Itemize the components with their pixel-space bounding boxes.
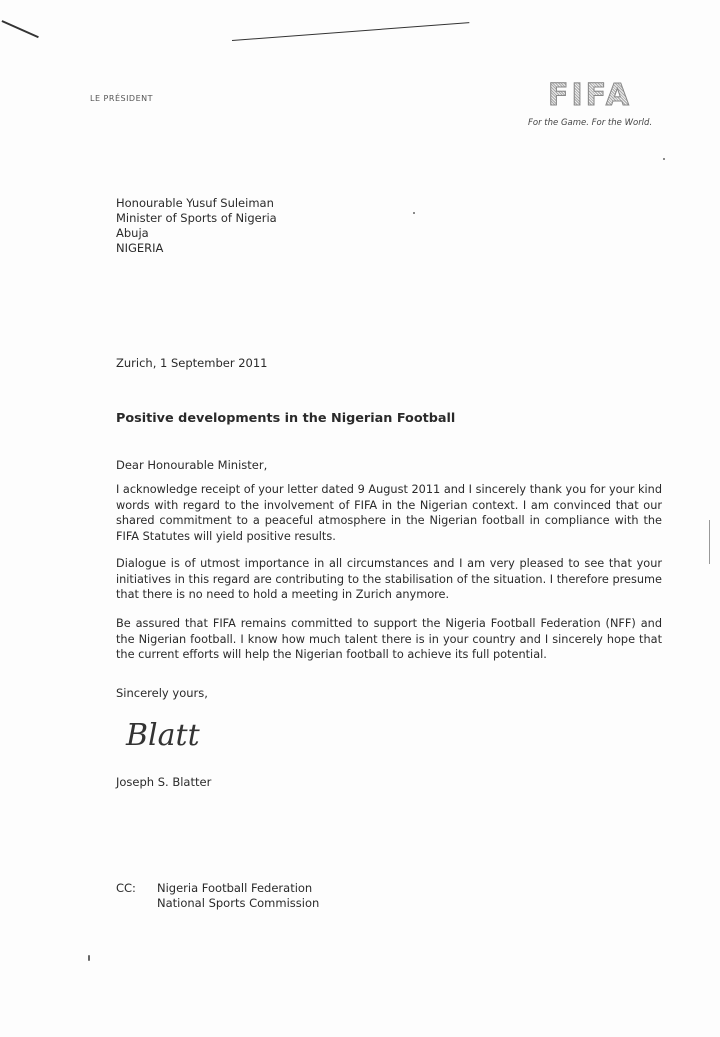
salutation: Dear Honourable Minister, <box>116 458 268 472</box>
letter-subject: Positive developments in the Nigerian Football <box>116 411 456 426</box>
cc-recipient: National Sports Commission <box>157 896 320 910</box>
body-paragraph-2: Dialogue is of utmost importance in all circumstances and I am very pleased to see that your initiatives in this regard are contributing to the stabilisation of the situation. I therefore presume that there is no need to hold a meeting in Zurich anymore. <box>116 557 662 601</box>
recipient-name: Honourable Yusuf Suleiman <box>116 196 274 210</box>
cc-recipient: Nigeria Football Federation <box>157 881 313 895</box>
handwritten-signature: Blatt <box>126 718 200 753</box>
cc-recipients <box>157 881 319 911</box>
closing: Sincerely yours, <box>116 686 208 700</box>
body-paragraph-3: Be assured that FIFA remains committed to support the Nigeria Football Federation (NFF) and the Nigerian football. I know how much talent there is in your country and I sincerely hope that the current efforts will help the Nigerian football to achieve its full potential. <box>116 617 662 661</box>
recipient-address <box>116 196 277 256</box>
president-office-label: LE PRÉSIDENT <box>90 94 154 103</box>
cc-label: CC: <box>116 881 136 895</box>
recipient-title: Minister of Sports of Nigeria <box>116 211 277 225</box>
recipient-country: NIGERIA <box>116 241 164 255</box>
scan-mark-top-left <box>2 20 39 38</box>
fifa-logo: FIFA <box>548 78 632 113</box>
recipient-city: Abuja <box>116 226 149 240</box>
body-paragraph-1: I acknowledge receipt of your letter dated 9 August 2011 and I sincerely thank you for your kind words with regard to the involvement of FIFA in the Nigerian context. I am convinced that our shared commitment to a peaceful atmosphere in the Nigerian football in compliance with the FIFA Statutes will yield positive results. <box>116 483 662 543</box>
letter-date: Zurich, 1 September 2011 <box>116 356 268 370</box>
signer-name: Joseph S. Blatter <box>116 775 212 789</box>
fifa-tagline: For the Game. For the World. <box>528 118 653 128</box>
scan-mark-right-margin <box>709 520 710 564</box>
scan-mark-top-center <box>232 22 469 41</box>
